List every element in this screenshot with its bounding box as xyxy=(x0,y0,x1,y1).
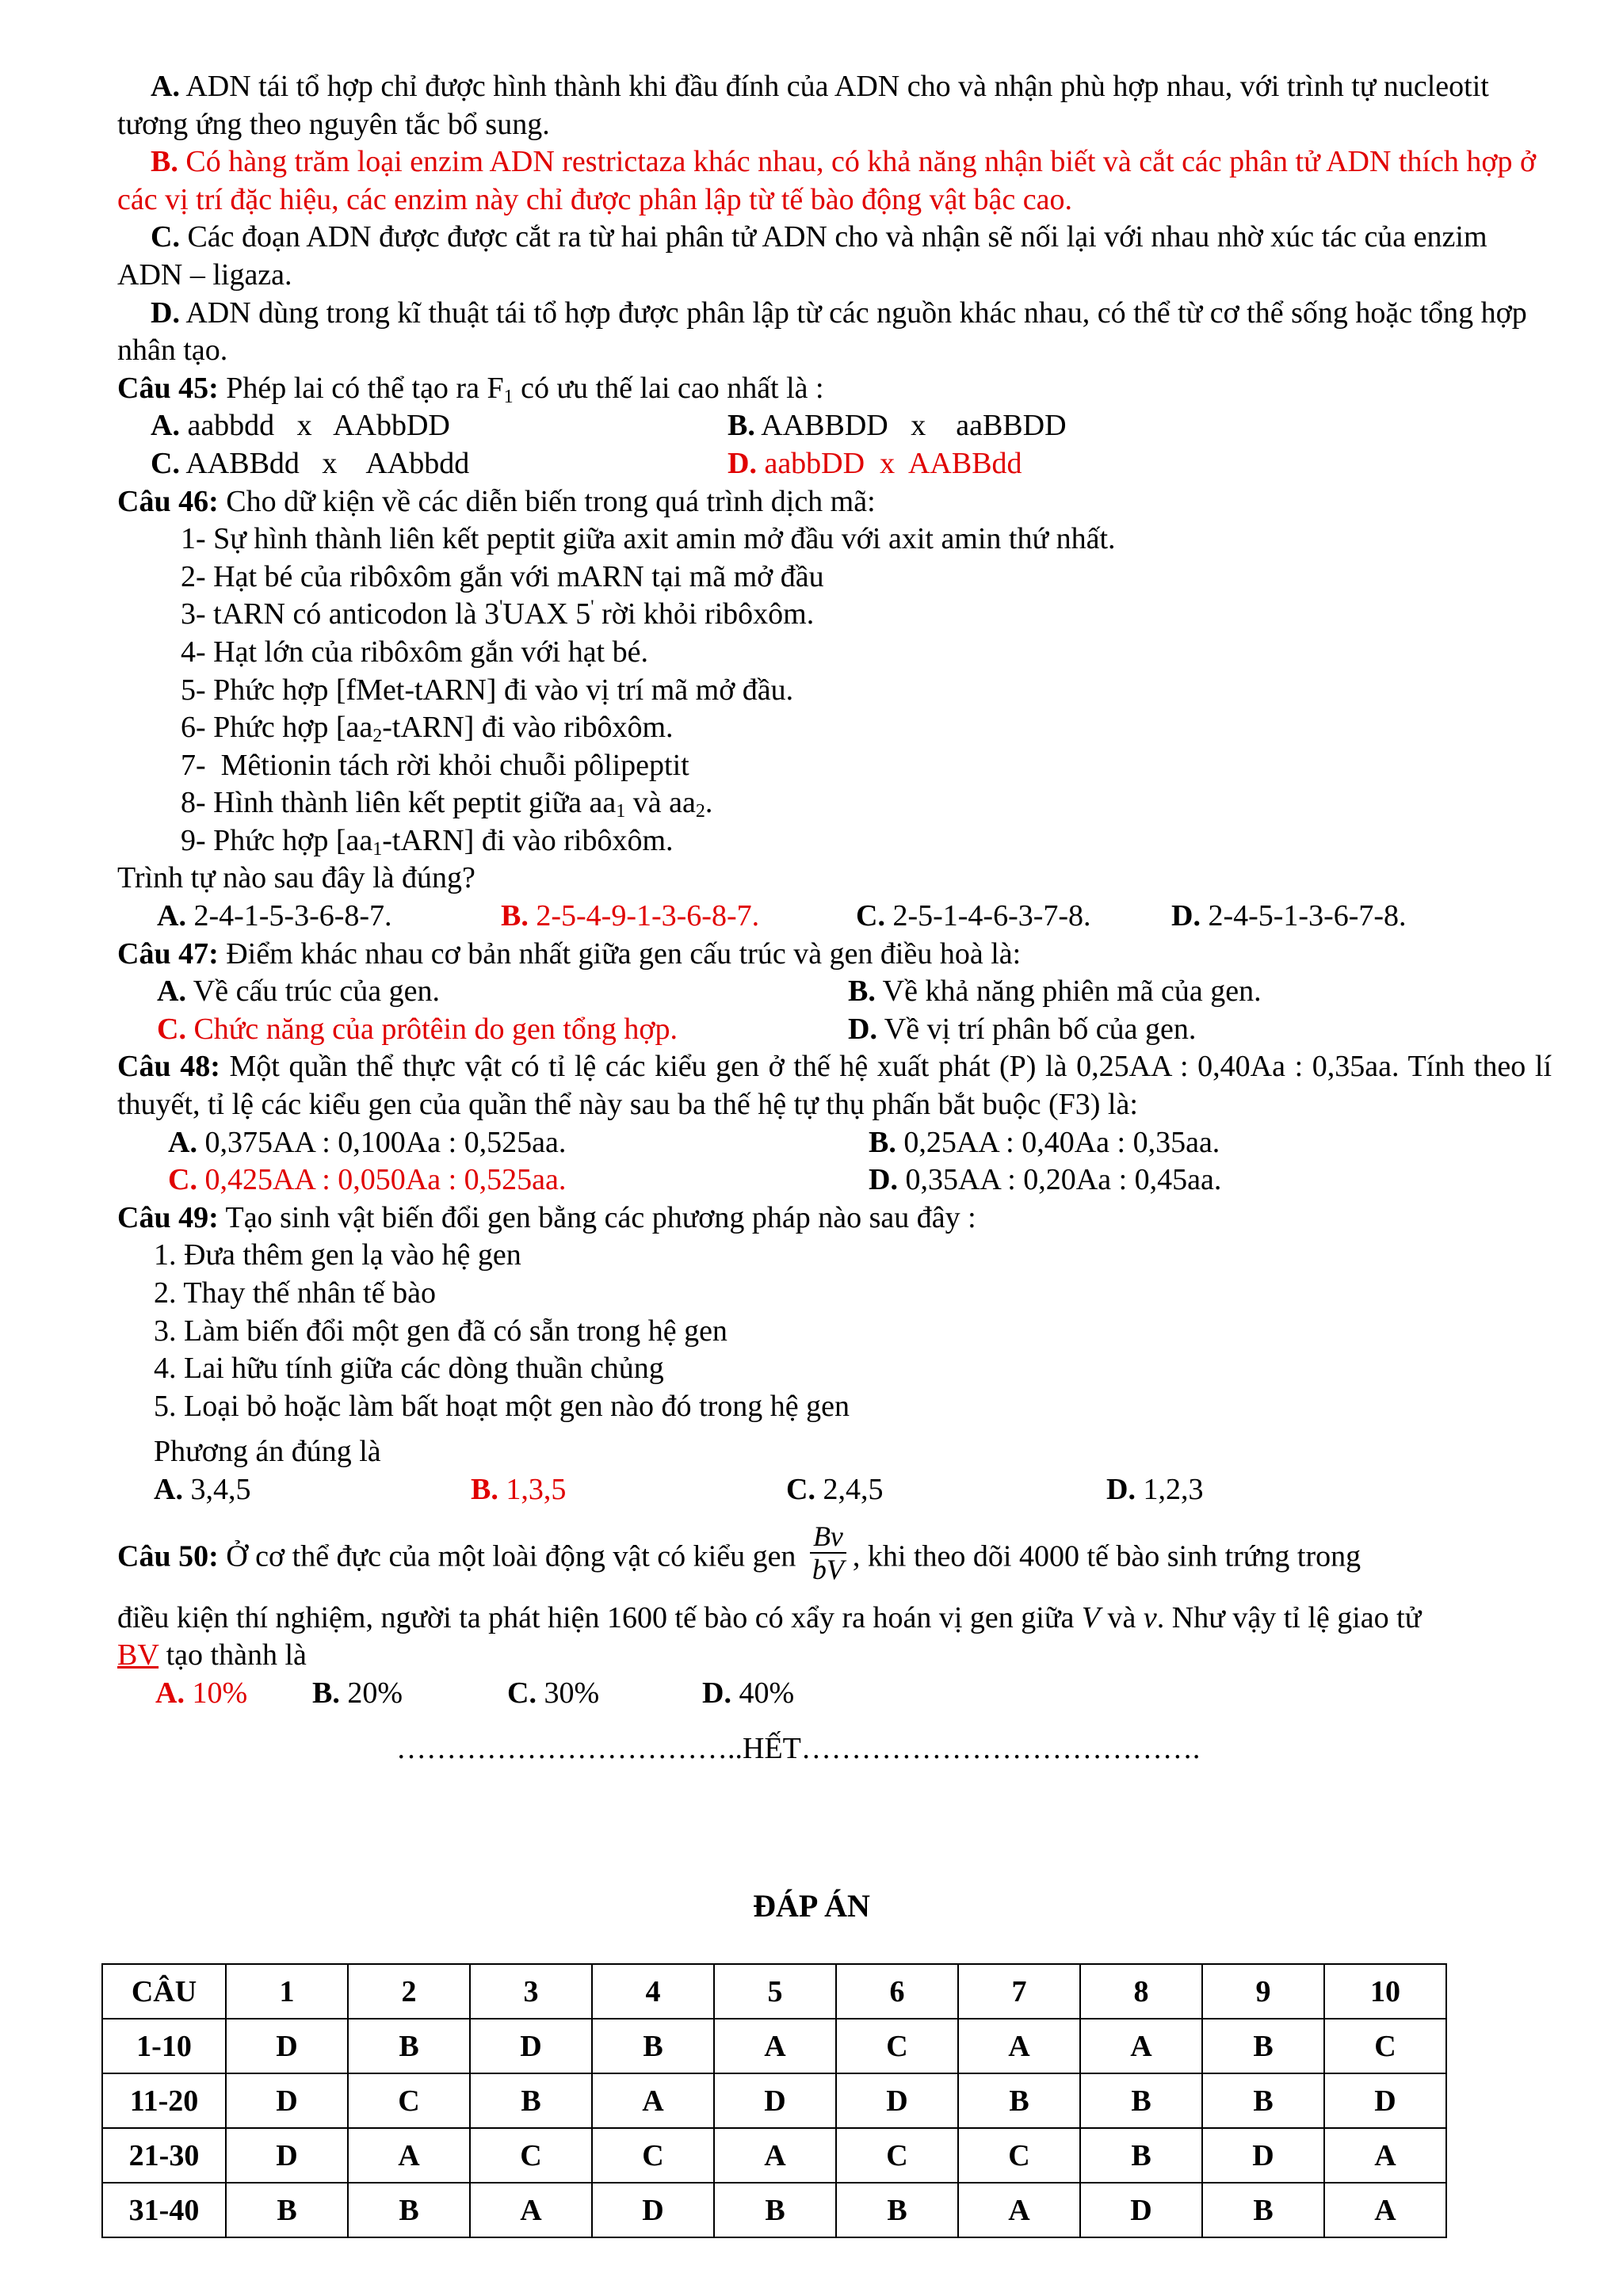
q47-option-c: C. Chức năng của prôtêin do gen tổng hợp. xyxy=(157,1012,678,1046)
q47-stem: Câu 47: Điểm khác nhau cơ bản nhất giữa gen cấu trúc và gen điều hoà là: xyxy=(117,936,1022,971)
answer-table-cell: B xyxy=(1080,2128,1202,2183)
answer-table-cell: 4 xyxy=(592,1964,714,2019)
answer-table-cell: B xyxy=(348,2019,470,2073)
q45-options-row-1 xyxy=(117,407,1552,445)
answer-table-row xyxy=(102,1964,1446,2019)
q46-options-row xyxy=(117,898,1552,936)
q48-options-row-2 xyxy=(117,1161,1552,1199)
q44-option-d: D. ADN dùng trong kĩ thuật tái tổ hợp được phân lập từ các nguồn khác nhau, có thể từ cơ thể sống hoặc tổng hợp nhân tạo. xyxy=(117,296,1527,368)
q45-option-d: D. aabbDD x AABBdd xyxy=(727,446,1022,480)
answer-table-cell: C xyxy=(592,2128,714,2183)
q48-stem: Câu 48: Một quần thể thực vật có tỉ lệ các kiểu gen ở thế hệ xuất phát (P) là 0,25AA : 0,40Aa : 0,35aa. Tính theo lí thuyết, tỉ lệ các kiểu gen của quần thể này sau ba thế hệ tự thụ phấn bắt buộc (F3) là: xyxy=(117,1050,1552,1122)
answer-table-cell: C xyxy=(470,2128,592,2183)
answer-table-row-label: 21-30 xyxy=(102,2128,226,2183)
q46-event-6: 6- Phức hợp $[aa_2-tARN]$ đi vào ribôxôm. xyxy=(181,711,674,747)
q49-option-a: A. 3,4,5 xyxy=(154,1472,251,1506)
q46-option-d: D. 2-4-5-1-3-6-7-8. xyxy=(1171,899,1407,933)
answer-table-cell: A xyxy=(1324,2183,1446,2237)
genotype-fraction: $\frac{Bv}{bV}$ xyxy=(810,1520,846,1585)
answer-table-cell: A xyxy=(1324,2128,1446,2183)
q47-option-b: B. Về khả năng phiên mã của gen. xyxy=(848,974,1262,1009)
answer-table-cell: A xyxy=(714,2019,836,2073)
q44-option-a: A. ADN tái tổ hợp chỉ được hình thành khi đầu đính của ADN cho và nhận phù hợp nhau, với trình tự nucleotit tương ứng theo nguyên tắc bổ sung. xyxy=(117,70,1489,141)
q46-option-c: C. 2-5-1-4-6-3-7-8. xyxy=(856,899,1091,933)
end-marker: ……………………………..HẾT…………………………………. xyxy=(396,1732,1201,1765)
answer-table-cell: B xyxy=(1202,2019,1324,2073)
answer-table-cell: C xyxy=(836,2019,958,2073)
q46-event-1: 1- Sự hình thành liên kết peptit giữa axit amin mở đầu với axit amin thứ nhất. xyxy=(181,522,1116,556)
q50-option-b: B. 20% xyxy=(312,1676,403,1710)
answer-table-cell: A xyxy=(1080,2019,1202,2073)
answer-table-cell: D xyxy=(1080,2183,1202,2237)
q50-stem-line-1: Câu 50: Ở cơ thể đực của một loài động vật có kiểu gen $\frac{Bv}{bV}$ , khi theo dõi 4000 tế bào sinh trứng trong xyxy=(117,1520,1361,1585)
q49-method-list xyxy=(117,1237,1552,1471)
answer-table-cell: 1 xyxy=(226,1964,348,2019)
answer-table-cell: B xyxy=(592,2019,714,2073)
answer-table-cell: 8 xyxy=(1080,1964,1202,2019)
answer-table-cell: B xyxy=(226,2183,348,2237)
q50-option-d: D. 40% xyxy=(702,1676,795,1710)
answer-table-cell: C xyxy=(836,2128,958,2183)
q46-event-5: 5- Phức hợp [fMet-tARN] đi vào vị trí mã mở đầu. xyxy=(181,673,794,707)
q46-stem: Câu 46: Cho dữ kiện về các diễn biến trong quá trình dịch mã: xyxy=(117,484,876,518)
q45-stem: Câu 45: Phép lai có thể tạo ra $F_1$ có ưu thế lai cao nhất là : xyxy=(117,371,824,407)
q46-event-9: 9- Phức hợp $[aa_1-tARN]$ đi vào ribôxôm. xyxy=(181,823,674,860)
answer-table-cell: 7 xyxy=(958,1964,1080,2019)
answer-table-row-label: 31-40 xyxy=(102,2183,226,2237)
q49-method-2: 2. Thay thế nhân tế bào xyxy=(154,1276,436,1310)
answer-key-table xyxy=(101,1963,1447,2238)
answer-table-cell: 3 xyxy=(470,1964,592,2019)
answer-table-row xyxy=(102,2183,1446,2237)
answer-table-cell: D xyxy=(226,2128,348,2183)
q48-option-b: B. 0,25AA : 0,40Aa : 0,35aa. xyxy=(869,1125,1220,1159)
exam-page xyxy=(117,68,1552,1712)
answer-table-row-label: 1-10 xyxy=(102,2019,226,2073)
q46-event-7: 7- Mêtionin tách rời khỏi chuỗi pôlipeptit xyxy=(181,748,689,782)
answer-table-cell: B xyxy=(714,2183,836,2237)
q46-option-a: A. 2-4-1-5-3-6-8-7. xyxy=(157,899,392,933)
answer-table-cell: 5 xyxy=(714,1964,836,2019)
q49-question: Phương án đúng là xyxy=(154,1435,381,1469)
q47-options-row-2 xyxy=(117,1011,1552,1049)
q49-option-d: D. 1,2,3 xyxy=(1106,1472,1204,1506)
answer-table-cell: C xyxy=(958,2128,1080,2183)
q48-options-row-1 xyxy=(117,1124,1552,1162)
answer-table-cell: D xyxy=(714,2073,836,2128)
answer-table-cell: C xyxy=(348,2073,470,2128)
answer-table-row xyxy=(102,2073,1446,2128)
answer-table-cell: D xyxy=(592,2183,714,2237)
q49-stem: Câu 49: Tạo sinh vật biến đổi gen bằng các phương pháp nào sau đây : xyxy=(117,1200,976,1234)
answer-table-cell: 9 xyxy=(1202,1964,1324,2019)
q49-options-row xyxy=(117,1471,1552,1509)
q45-option-a: A. aabbdd x AAbbDD xyxy=(151,409,450,443)
answer-table-cell: 6 xyxy=(836,1964,958,2019)
q49-method-1: 1. Đưa thêm gen lạ vào hệ gen xyxy=(154,1238,521,1272)
answer-table-cell: B xyxy=(1202,2073,1324,2128)
q46-event-4: 4- Hạt lớn của ribôxôm gắn với hạt bé. xyxy=(181,635,648,669)
q48-option-a: A. 0,375AA : 0,100Aa : 0,525aa. xyxy=(168,1125,567,1159)
q49-option-b: B. 1,3,5 xyxy=(471,1472,567,1506)
answer-table-row-label: 11-20 xyxy=(102,2073,226,2128)
answer-table-row-label: CÂU xyxy=(102,1964,226,2019)
answer-table-cell: 2 xyxy=(348,1964,470,2019)
answer-table-cell: A xyxy=(958,2019,1080,2073)
answer-table-cell: A xyxy=(348,2128,470,2183)
answer-table-row xyxy=(102,2019,1446,2073)
answer-table-cell: D xyxy=(1324,2073,1446,2128)
q47-option-a: A. Về cấu trúc của gen. xyxy=(157,974,440,1009)
q49-method-3: 3. Làm biến đổi một gen đã có sẵn trong hệ gen xyxy=(154,1314,727,1348)
q49-method-4: 4. Lai hữu tính giữa các dòng thuần chủng xyxy=(154,1352,664,1386)
q50-option-a: A. 10% xyxy=(155,1676,248,1710)
answer-table-cell: D xyxy=(226,2019,348,2073)
q50-stem-line-2: điều kiện thí nghiệm, người ta phát hiện 1600 tế bào có xẩy ra hoán vị gen giữa V và v. Như vậy tỉ lệ giao tử xyxy=(117,1600,1422,1634)
q47-options-row-1 xyxy=(117,973,1552,1011)
answer-table-cell: D xyxy=(470,2019,592,2073)
answer-table-row xyxy=(102,2128,1446,2183)
answer-table-cell: 10 xyxy=(1324,1964,1446,2019)
answer-table-cell: A xyxy=(714,2128,836,2183)
q46-event-list xyxy=(117,521,1552,860)
answer-table-cell: D xyxy=(1202,2128,1324,2183)
q45-option-c: C. AABBdd x AAbbdd xyxy=(151,446,470,480)
q49-option-c: C. 2,4,5 xyxy=(786,1472,884,1506)
q49-method-5: 5. Loại bỏ hoặc làm bất hoạt một gen nào đó trong hệ gen xyxy=(154,1389,850,1423)
answer-table-cell: B xyxy=(1202,2183,1324,2237)
answer-table-cell: C xyxy=(1324,2019,1446,2073)
q48-option-c: C. 0,425AA : 0,050Aa : 0,525aa. xyxy=(168,1163,567,1197)
answer-table-cell: D xyxy=(836,2073,958,2128)
answer-table-cell: B xyxy=(348,2183,470,2237)
q46-option-b: B. 2-5-4-9-1-3-6-8-7. xyxy=(501,899,760,933)
answer-table-cell: A xyxy=(470,2183,592,2237)
q46-event-3: 3- tARN có anticodon là 3'UAX 5' rời khỏi ribôxôm. xyxy=(181,597,815,631)
answer-table-cell: A xyxy=(592,2073,714,2128)
q45-options-row-2 xyxy=(117,445,1552,483)
answer-key-title: ĐÁP ÁN xyxy=(753,1888,870,1924)
answer-table-cell: B xyxy=(958,2073,1080,2128)
q45-option-b: B. AABBDD x aaBBDD xyxy=(727,409,1067,443)
q44-option-c: C. Các đoạn ADN được được cắt ra từ hai phân tử ADN cho và nhận sẽ nối lại với nhau nhờ xúc tác của enzim ADN – ligaza. xyxy=(117,220,1487,292)
q50-options-row xyxy=(117,1675,1552,1713)
answer-table-cell: B xyxy=(836,2183,958,2237)
q50-option-c: C. 30% xyxy=(507,1676,600,1710)
q50-stem-line-3: BV tạo thành là xyxy=(117,1638,307,1672)
q44-option-b: B. Có hàng trăm loại enzim ADN restrictaza khác nhau, có khả năng nhận biết và cắt các phân tử ADN thích hợp ở các vị trí đặc hiệu, các enzim này chỉ được phân lập từ tế bào động vật bậc cao. xyxy=(117,145,1537,216)
answer-table-cell: B xyxy=(470,2073,592,2128)
q48-option-d: D. 0,35AA : 0,20Aa : 0,45aa. xyxy=(869,1163,1222,1197)
q46-event-2: 2- Hạt bé của ribôxôm gắn với mARN tại mã mở đầu xyxy=(181,559,824,593)
answer-table-cell: B xyxy=(1080,2073,1202,2128)
q46-event-8: 8- Hình thành liên kết peptit giữa $aa_1$ và $aa_2$. xyxy=(181,786,713,822)
answer-table-cell: A xyxy=(958,2183,1080,2237)
answer-table-cell: D xyxy=(226,2073,348,2128)
q46-question: Trình tự nào sau đây là đúng? xyxy=(117,861,475,895)
q47-option-d: D. Về vị trí phân bố của gen. xyxy=(848,1012,1197,1046)
